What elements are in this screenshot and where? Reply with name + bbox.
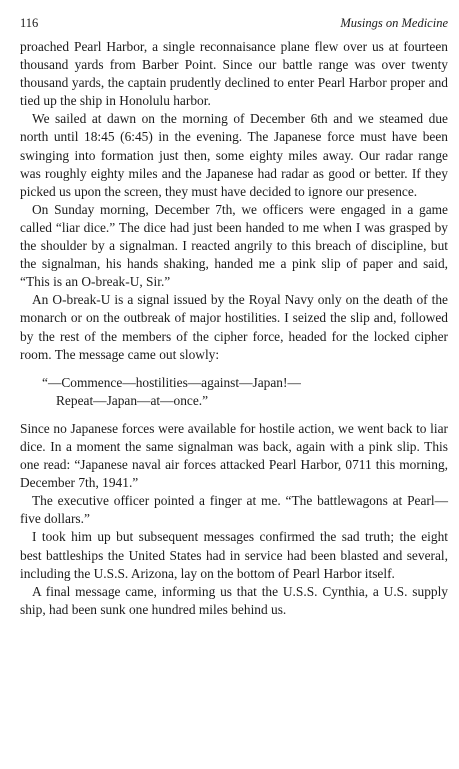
message-line: Repeat—Japan—at—once.”: [56, 392, 209, 408]
book-page: [20, 16, 448, 619]
page-header: [20, 16, 448, 38]
paragraph: An O-break-U is a signal issued by the Royal Navy only on the death of the monarch or on the outbreak of major hostilities. I seized the slip and, followed by the rest of the members of the cipher force, headed for the locked cipher room. The message came out slowly:: [20, 292, 448, 362]
paragraph: A final message came, informing us that the U.S.S. Cynthia, a U.S. supply ship, had been sunk one hundred miles behind us.: [20, 583, 448, 617]
paragraph: I took him up but subsequent messages confirmed the sad truth; the eight best battleships the United States had in service had been blasted and several, including the U.S.S. Arizona, lay on the bottom of Pearl Harbor itself.: [20, 529, 448, 581]
body-text: [20, 38, 448, 619]
running-head: Musings on Medicine: [340, 16, 448, 30]
message-line: “—Commence—hostilities—against—Japan!—: [42, 374, 301, 390]
paragraph: We sailed at dawn on the morning of December 6th and we steamed due north until 18:45 (6:45) in the evening. The Japanese force must have been swinging into formation just then, some eighty miles away. Our radar range was roughly eighty miles and the Japanese had radar as good or better. If they picked us upon the screen, they must have decided to ignore our presence.: [20, 111, 448, 199]
paragraph: Since no Japanese forces were available for hostile action, we went back to liar dice. In a moment the same signalman was back, again with a pink slip. This one read: “Japanese naval air forces attacked Pearl Harbor, 0711 this morning, December 7th, 1941.”: [20, 420, 448, 491]
paragraph: On Sunday morning, December 7th, we officers were engaged in a game called “liar dice.” The dice had just been handed to me when I was grasped by the shoulder by a signalman. I reacted angrily to this breach of discipline, but the signalman, his hands shaking, handed me a pink slip of paper and said, “This is an O-break-U, Sir.”: [20, 201, 448, 290]
quoted-message: [42, 374, 448, 410]
paragraph: The executive officer pointed a finger at me. “The battlewagons at Pearl—five dollars.”: [20, 493, 448, 527]
page-number: 116: [20, 16, 39, 30]
paragraph: proached Pearl Harbor, a single reconnaisance plane flew over us at fourteen thousand yards from Barber Point. Since our battle range was over twenty thousand yards, the captain prudently declined to enter Pearl Harbor proper and tied up the ship in Honolulu harbor.: [20, 39, 448, 109]
